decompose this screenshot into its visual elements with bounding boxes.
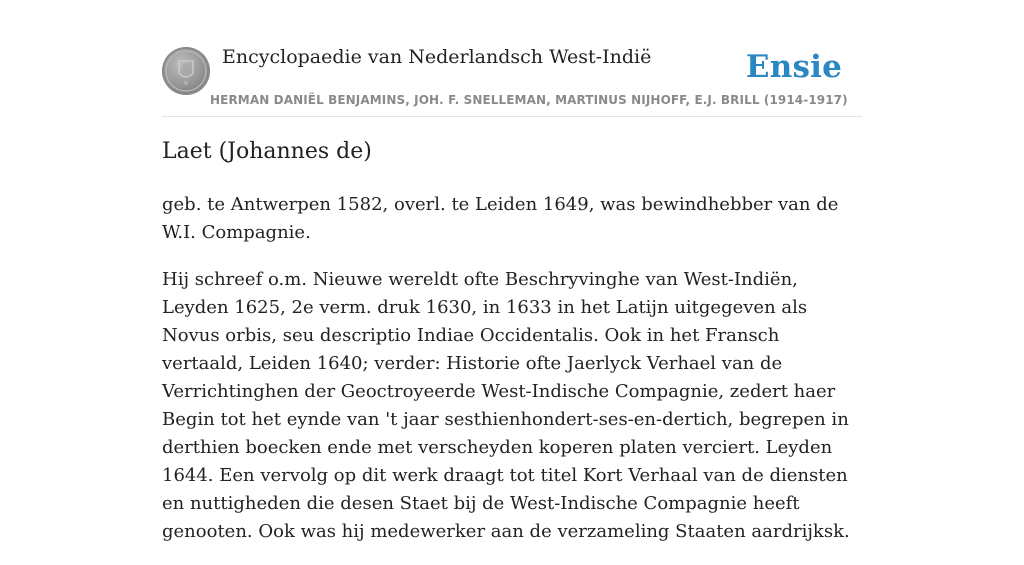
book-title[interactable]: Encyclopaedie van Nederlandsch West-Indië: [222, 46, 652, 68]
header: [162, 44, 862, 117]
brand-logo[interactable]: Ensie: [745, 49, 842, 85]
entry-title: Laet (Johannes de): [162, 139, 372, 164]
entry-paragraph: Hij schreef o.m. Nieuwe wereldt ofte Beschryvinghe van West-Indiën, Leyden 1625, 2e verm. druk 1630, in 1633 in het Latijn uitgegeven als Novus orbis, seu descriptio Indiae Occidentalis. Ook in het Fransch vertaald, Leiden 1640; verder: Historie ofte Jaerlyck Verhael van de Verrichtinghen der Geoctroyeerde West-Indische Compagnie, zedert haer Begin tot het eynde van 't jaar sesthienhondert-ses-en-dertich, begrepen in derthien boecken ende met verscheyden koperen platen verciert. Leyden 1644. Een vervolg op dit werk draagt tot titel Kort Verhaal van de diensten en nuttigheden die desen Staet bij de West-Indische Compagnie heeft genooten. Ook was hij medewerker aan de verzameling Staaten aardrijksk.: [162, 269, 850, 542]
entry-paragraph: geb. te Antwerpen 1582, overl. te Leiden 1649, was bewindhebber van de W.I. Compagnie.: [162, 194, 839, 243]
coin-seal-icon[interactable]: [162, 47, 210, 95]
entry-body: [162, 191, 862, 565]
publishers-line: HERMAN DANIËL BENJAMINS, JOH. F. SNELLEMAN, MARTINUS NIJHOFF, E.J. BRILL (1914-1917): [210, 93, 848, 107]
